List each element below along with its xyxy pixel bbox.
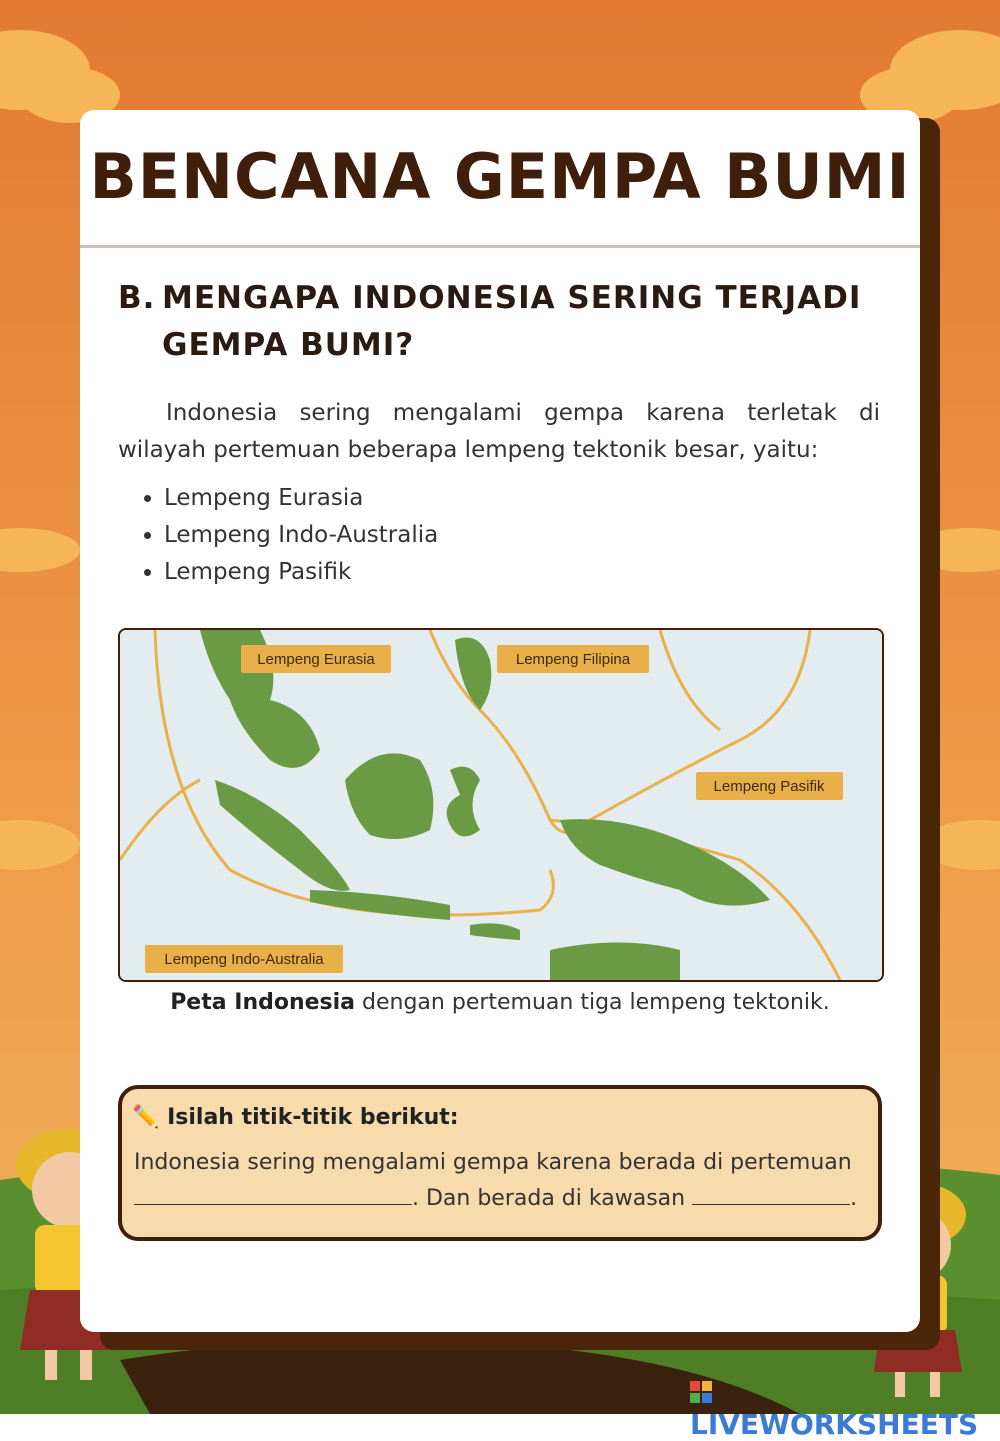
tectonic-map: [118, 628, 884, 982]
label-indo-australia: Lempeng Indo-Australia: [164, 951, 324, 968]
label-filipina: Lempeng Filipina: [515, 651, 631, 668]
heading-line-1: MENGAPA INDONESIA SERING TERJADI: [162, 280, 862, 316]
watermark: [690, 1375, 1000, 1441]
map-illustration: [120, 630, 882, 980]
list-item: • Lempeng Pasifik: [164, 554, 920, 591]
watermark-text: LIVEWORKSHEETS: [690, 1408, 979, 1441]
intro-paragraph: Indonesia sering mengalami gempa karena terletak di wilayah pertemuan beberapa lempeng tektonik besar, yaitu:: [118, 400, 880, 463]
page-title: BENCANA GEMPA BUMI: [89, 140, 911, 213]
quiz-line-1: Indonesia sering mengalami gempa karena berada di pertemuan: [134, 1150, 852, 1175]
label-eurasia: Lempeng Eurasia: [257, 651, 375, 668]
list-item: • Lempeng Indo-Australia: [164, 517, 920, 554]
fill-in-box: [118, 1085, 882, 1241]
title-divider: [80, 245, 920, 248]
blank-answer-1[interactable]: [134, 1182, 412, 1205]
section-heading: [118, 275, 888, 369]
map-caption: [80, 990, 920, 1015]
quiz-title-text: Isilah titik-titik berikut:: [167, 1105, 459, 1130]
section-prefix: B.: [118, 280, 156, 316]
quiz-text: [134, 1145, 874, 1217]
plates-list: [118, 480, 920, 591]
liveworksheets-logo-icon: [690, 1381, 712, 1403]
caption-rest: dengan pertemuan tiga lempeng tektonik.: [355, 990, 830, 1015]
quiz-title: [132, 1105, 459, 1130]
heading-line-2: GEMPA BUMI?: [162, 327, 415, 363]
blank-answer-2[interactable]: [692, 1182, 850, 1205]
list-item: • Lempeng Eurasia: [164, 480, 920, 517]
quiz-end: .: [850, 1186, 858, 1211]
caption-bold: Peta Indonesia: [170, 990, 356, 1015]
worksheet-card: [80, 110, 920, 1332]
label-pasifik: Lempeng Pasifik: [713, 778, 825, 795]
quiz-middle: . Dan berada di kawasan: [412, 1186, 686, 1211]
pencil-icon: ✏️: [132, 1105, 160, 1130]
